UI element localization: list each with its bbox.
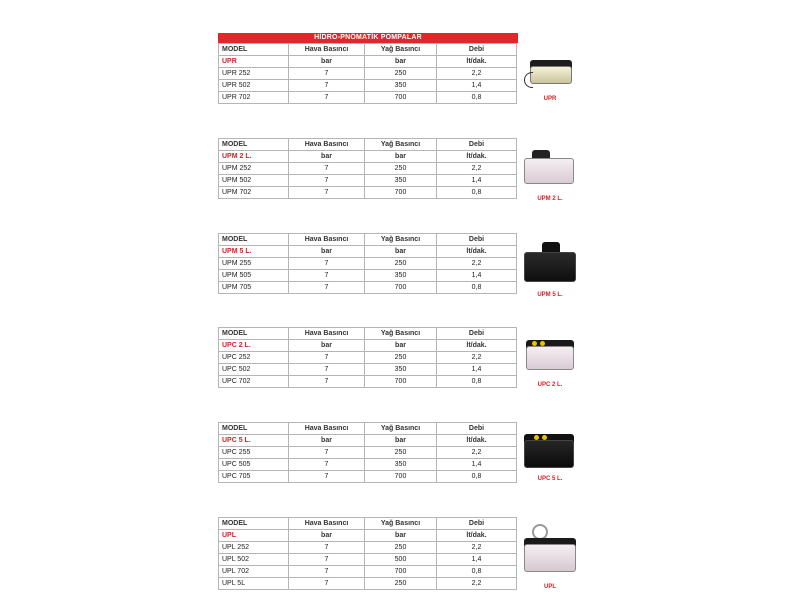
column-header: Yağ Basıncı (365, 139, 437, 151)
product-label: UPC 2 L. (537, 382, 563, 388)
table-cell: UPR 252 (219, 68, 289, 80)
table-header-row (219, 518, 517, 530)
column-header: Debi (437, 518, 517, 530)
unit-cell: lt/dak. (437, 435, 517, 447)
table-row (219, 566, 517, 578)
table-cell: 250 (365, 68, 437, 80)
pump-upm-2l-icon (524, 150, 574, 184)
table-header-row (219, 423, 517, 435)
column-header: Yağ Basıncı (365, 328, 437, 340)
table-cell: 350 (365, 270, 437, 282)
table-row (219, 80, 517, 92)
table-cell: 2,2 (437, 447, 517, 459)
table-cell: 1,4 (437, 554, 517, 566)
table-cell: 7 (289, 447, 365, 459)
product-image-upr (520, 52, 580, 102)
column-header: MODEL (219, 423, 289, 435)
table-cell: 0,8 (437, 566, 517, 578)
table-cell: 1,4 (437, 175, 517, 187)
unit-cell: lt/dak. (437, 56, 517, 68)
table-cell: 1,4 (437, 459, 517, 471)
model-group-name: UPM 2 L. (219, 151, 289, 163)
unit-cell: bar (289, 246, 365, 258)
model-units-row (219, 151, 517, 163)
table-upc-2l (218, 327, 516, 388)
table-header-row (219, 234, 517, 246)
column-header: Yağ Basıncı (365, 423, 437, 435)
table-cell: 350 (365, 459, 437, 471)
column-header: Yağ Basıncı (365, 518, 437, 530)
table-cell: 7 (289, 459, 365, 471)
table-cell: 350 (365, 80, 437, 92)
table-header-row (219, 328, 517, 340)
unit-cell: bar (365, 340, 437, 352)
table-cell: UPC 702 (219, 376, 289, 388)
column-header: MODEL (219, 328, 289, 340)
table-cell: 350 (365, 364, 437, 376)
column-header: Hava Basıncı (289, 518, 365, 530)
section-banner: HİDRO-PNÖMATİK POMPALAR (218, 33, 518, 43)
table-row (219, 282, 517, 294)
product-image-upl (520, 524, 580, 594)
product-label: UPC 5 L. (537, 476, 563, 482)
product-image-upm-2l (520, 142, 580, 204)
table-row (219, 376, 517, 388)
table-row (219, 459, 517, 471)
table-upm-2l (218, 138, 516, 199)
model-group-name: UPL (219, 530, 289, 542)
column-header: MODEL (219, 234, 289, 246)
product-image-upm-5l (520, 236, 580, 298)
table-cell: 7 (289, 187, 365, 199)
table-cell: 1,4 (437, 270, 517, 282)
table-cell: 7 (289, 258, 365, 270)
table-cell: 7 (289, 80, 365, 92)
table-cell: UPC 705 (219, 471, 289, 483)
pump-upc-2l-icon (526, 340, 574, 370)
table-cell: 0,8 (437, 282, 517, 294)
column-header: Debi (437, 139, 517, 151)
table-cell: 7 (289, 68, 365, 80)
column-header: Hava Basıncı (289, 423, 365, 435)
column-header: Hava Basıncı (289, 139, 365, 151)
table-cell: 250 (365, 163, 437, 175)
table-upr (218, 43, 516, 104)
spec-table (218, 517, 517, 590)
table-cell: 0,8 (437, 376, 517, 388)
product-label: UPM 2 L. (537, 196, 563, 202)
column-header: Debi (437, 423, 517, 435)
table-row (219, 542, 517, 554)
table-cell: 700 (365, 187, 437, 199)
spec-table (218, 233, 517, 294)
table-row (219, 447, 517, 459)
table-upm-5l (218, 233, 516, 294)
table-cell: 700 (365, 566, 437, 578)
table-row (219, 471, 517, 483)
table-cell: 500 (365, 554, 437, 566)
unit-cell: lt/dak. (437, 151, 517, 163)
product-label: UPL (544, 584, 556, 590)
model-units-row (219, 56, 517, 68)
product-image-upc-5l (520, 430, 580, 490)
table-row (219, 163, 517, 175)
table-cell: 7 (289, 270, 365, 282)
table-cell: UPM 502 (219, 175, 289, 187)
table-cell: 2,2 (437, 163, 517, 175)
model-group-name: UPC 2 L. (219, 340, 289, 352)
table-cell: 700 (365, 92, 437, 104)
column-header: Debi (437, 44, 517, 56)
model-units-row (219, 435, 517, 447)
table-cell: 700 (365, 471, 437, 483)
spec-table (218, 327, 517, 388)
table-cell: 7 (289, 566, 365, 578)
table-cell: UPC 252 (219, 352, 289, 364)
table-row (219, 258, 517, 270)
table-row (219, 175, 517, 187)
table-cell: 7 (289, 364, 365, 376)
table-cell: 700 (365, 282, 437, 294)
table-cell: 250 (365, 352, 437, 364)
unit-cell: lt/dak. (437, 246, 517, 258)
hose-icon (524, 72, 533, 88)
table-cell: UPM 705 (219, 282, 289, 294)
table-cell: 2,2 (437, 542, 517, 554)
model-units-row (219, 530, 517, 542)
product-label: UPM 5 L. (537, 292, 563, 298)
column-header: Hava Basıncı (289, 328, 365, 340)
table-cell: 350 (365, 175, 437, 187)
unit-cell: bar (289, 340, 365, 352)
table-cell: UPC 502 (219, 364, 289, 376)
table-cell: UPL 702 (219, 566, 289, 578)
product-image-upc-2l (520, 334, 580, 394)
table-cell: 7 (289, 163, 365, 175)
unit-cell: lt/dak. (437, 340, 517, 352)
column-header: Yağ Basıncı (365, 44, 437, 56)
table-cell: 7 (289, 578, 365, 590)
model-group-name: UPR (219, 56, 289, 68)
table-cell: 0,8 (437, 471, 517, 483)
spec-table (218, 138, 517, 199)
table-cell: 7 (289, 471, 365, 483)
column-header: Yağ Basıncı (365, 234, 437, 246)
table-cell: 2,2 (437, 352, 517, 364)
table-row (219, 68, 517, 80)
table-cell: 0,8 (437, 187, 517, 199)
table-cell: 700 (365, 376, 437, 388)
table-row (219, 92, 517, 104)
model-units-row (219, 340, 517, 352)
column-header: MODEL (219, 518, 289, 530)
table-row (219, 352, 517, 364)
table-cell: 2,2 (437, 68, 517, 80)
table-cell: 7 (289, 376, 365, 388)
unit-cell: bar (365, 56, 437, 68)
table-cell: 1,4 (437, 80, 517, 92)
table-cell: 2,2 (437, 578, 517, 590)
column-header: Debi (437, 234, 517, 246)
table-row (219, 364, 517, 376)
pump-upl-icon (524, 538, 576, 572)
unit-cell: bar (365, 530, 437, 542)
model-group-name: UPM 5 L. (219, 246, 289, 258)
table-upc-5l (218, 422, 516, 483)
table-row (219, 554, 517, 566)
model-group-name: UPC 5 L. (219, 435, 289, 447)
table-cell: 1,4 (437, 364, 517, 376)
table-cell: UPC 255 (219, 447, 289, 459)
table-cell: 250 (365, 258, 437, 270)
spec-table (218, 43, 517, 104)
table-cell: 250 (365, 542, 437, 554)
table-row (219, 270, 517, 282)
table-cell: 2,2 (437, 258, 517, 270)
unit-cell: bar (365, 246, 437, 258)
table-cell: 250 (365, 447, 437, 459)
table-cell: UPL 252 (219, 542, 289, 554)
table-cell: 7 (289, 554, 365, 566)
table-cell: UPM 252 (219, 163, 289, 175)
table-cell: UPM 505 (219, 270, 289, 282)
pump-upc-5l-icon (524, 434, 574, 468)
pump-upm-5l-icon (524, 242, 576, 282)
pump-upr-icon (530, 60, 572, 84)
column-header: MODEL (219, 139, 289, 151)
unit-cell: bar (289, 530, 365, 542)
unit-cell: bar (289, 151, 365, 163)
column-header: Debi (437, 328, 517, 340)
column-header: Hava Basıncı (289, 44, 365, 56)
unit-cell: bar (365, 435, 437, 447)
table-header-row (219, 44, 517, 56)
table-cell: UPC 505 (219, 459, 289, 471)
table-upl (218, 517, 516, 590)
unit-cell: bar (289, 435, 365, 447)
unit-cell: bar (289, 56, 365, 68)
column-header: Hava Basıncı (289, 234, 365, 246)
table-cell: 7 (289, 282, 365, 294)
table-cell: 250 (365, 578, 437, 590)
unit-cell: lt/dak. (437, 530, 517, 542)
table-cell: 7 (289, 175, 365, 187)
table-cell: 7 (289, 92, 365, 104)
product-label: UPR (543, 96, 557, 102)
table-cell: 0,8 (437, 92, 517, 104)
table-cell: 7 (289, 352, 365, 364)
column-header: MODEL (219, 44, 289, 56)
table-cell: UPL 5L (219, 578, 289, 590)
table-cell: UPM 255 (219, 258, 289, 270)
table-cell: UPR 702 (219, 92, 289, 104)
model-units-row (219, 246, 517, 258)
table-cell: UPL 502 (219, 554, 289, 566)
unit-cell: bar (365, 151, 437, 163)
spec-table (218, 422, 517, 483)
table-row (219, 187, 517, 199)
table-header-row (219, 139, 517, 151)
table-cell: UPM 702 (219, 187, 289, 199)
table-cell: UPR 502 (219, 80, 289, 92)
table-row (219, 578, 517, 590)
table-cell: 7 (289, 542, 365, 554)
